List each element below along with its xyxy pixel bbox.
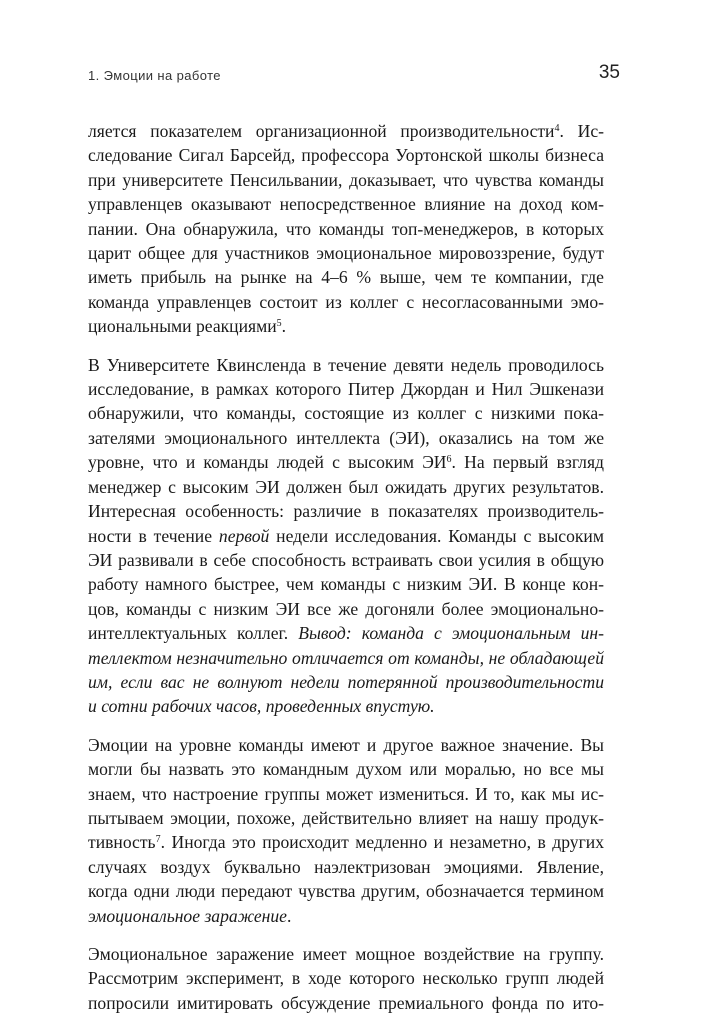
paragraph (88, 733, 604, 928)
paragraph (88, 353, 604, 719)
paragraph (88, 119, 604, 339)
paragraph (88, 942, 604, 1015)
text-line (88, 597, 604, 621)
body-text (88, 119, 604, 1015)
text-segment: цов, команды с низким ЭИ все же догоняли более эмоционально- (88, 598, 604, 619)
text-line (88, 314, 604, 338)
text-segment: . Ис- (559, 121, 604, 141)
text-segment: зателями эмоционального интеллекта (ЭИ), оказались на том же (88, 427, 604, 448)
text-line (88, 757, 604, 781)
text-line (88, 290, 604, 314)
text-segment: Интересная особенность: различие в показателях производитель- (88, 501, 604, 522)
paragraph-gap (88, 339, 604, 353)
text-line (88, 524, 604, 548)
text-segment: попросили имитировать обсуждение премиального фонда по ито- (88, 992, 604, 1013)
text-segment: тивность (88, 832, 156, 853)
text-segment: ляется показателем организационной производительности (88, 121, 555, 141)
text-segment: недели исследования. Команды с высоким (269, 525, 604, 546)
footnote-ref: 5 (276, 318, 282, 330)
text-segment: . (281, 316, 287, 337)
text-segment: Эмоции на уровне команды имеют и другое важное значение. Вы (88, 734, 604, 755)
text-line (88, 119, 604, 143)
text-segment: иметь прибыль на рынке на 4–6 % выше, чем те компании, где (88, 267, 604, 288)
text-segment: работу намного быстрее, чем команды с низким ЭИ. В конце кон- (88, 574, 604, 595)
text-segment: могли бы назвать это командным духом или моралью, но все мы (88, 759, 604, 780)
emphasis-text: им, если вас не волнуют недели потерянной производительности (88, 671, 604, 692)
emphasis-text: первой (218, 525, 270, 546)
text-segment: пытываем эмоции, похоже, действительно влияет на нашу продук- (88, 807, 604, 828)
text-line (88, 966, 604, 990)
footnote-ref: 4 (554, 123, 560, 134)
text-line (88, 694, 604, 718)
text-line (88, 879, 604, 903)
text-line (88, 991, 604, 1015)
text-line (88, 572, 604, 596)
emphasis-text: и сотни рабочих часов, проведенных впустую. (88, 696, 435, 717)
page-header (88, 62, 620, 92)
text-segment: . На первый взгляд (451, 452, 605, 473)
text-segment: Рассмотрим эксперимент, в ходе которого несколько групп людей (88, 968, 604, 989)
text-line (88, 670, 604, 694)
emphasis-text: эмоциональное заражение (88, 905, 287, 926)
text-segment: случаях воздух буквально наэлектризован эмоциями. Явление, (88, 856, 604, 877)
text-segment: Эмоциональное заражение имеет мощное воздействие на группу. (88, 944, 604, 964)
text-segment: исследование, в рамках которого Питер Джордан и Нил Эшкенази (88, 379, 604, 400)
text-segment: менеджер с высоким ЭИ должен был ожидать других результатов. (88, 476, 604, 497)
text-segment: циональными реакциями (88, 316, 277, 337)
footnote-ref: 6 (446, 454, 452, 466)
text-line (88, 782, 604, 806)
text-segment: команда управленцев состоит из коллег с несогласованными эмо- (88, 291, 604, 312)
text-segment: обнаружили, что команды, состоящие из коллег с низкими пока- (88, 403, 604, 424)
text-segment: . (286, 905, 292, 926)
text-line (88, 621, 604, 645)
text-segment: когда одни люди передают чувства другим, обозначается термином (88, 881, 604, 902)
text-line (88, 353, 604, 377)
text-segment: В Университете Квинсленда в течение девяти недель проводилось (88, 354, 604, 375)
text-line (88, 830, 604, 854)
text-line (88, 942, 604, 966)
footnote-ref: 7 (155, 834, 161, 846)
page-number: 35 (598, 62, 620, 83)
text-line (88, 241, 604, 265)
text-line (88, 904, 604, 928)
text-segment: интеллектуальных коллег. (88, 623, 299, 644)
text-segment: следование Сигал Барсейд, профессора Уортонской школы бизнеса (88, 145, 604, 166)
text-segment: при университете Пенсильвании, доказывает, что чувства команды (88, 169, 604, 190)
text-line (88, 426, 604, 450)
text-line (88, 733, 604, 757)
text-line (88, 475, 604, 499)
text-line (88, 265, 604, 289)
text-line (88, 401, 604, 425)
running-title: 1. Эмоции на работе (88, 68, 221, 83)
text-segment: пании. Она обнаружила, что команды топ-менеджеров, в которых (88, 218, 604, 239)
text-line (88, 450, 604, 474)
text-line (88, 548, 604, 572)
text-segment: знаем, что настроение группы может измениться. И то, как мы ис- (88, 783, 604, 804)
text-line (88, 646, 604, 670)
text-segment: управленцев оказывают непосредственное влияние на доход ком- (88, 194, 604, 215)
text-line (88, 192, 604, 216)
text-segment: уровне, что и команды людей с высоким ЭИ (88, 452, 447, 473)
text-line (88, 143, 604, 167)
text-line (88, 217, 604, 241)
text-segment: . Иногда это происходит медленно и незаметно, в других (160, 832, 604, 853)
text-line (88, 168, 604, 192)
text-line (88, 855, 604, 879)
text-line (88, 499, 604, 523)
text-segment: царит общее для участников эмоциональное мировоззрение, будут (88, 243, 604, 264)
text-segment: ности в течение (88, 525, 219, 546)
paragraph-gap (88, 928, 604, 942)
text-line (88, 377, 604, 401)
paragraph-gap (88, 719, 604, 733)
emphasis-text: теллектом незначительно отличается от команды, не обладающей (88, 647, 604, 668)
emphasis-text: Вывод: команда с эмоциональным ин- (298, 623, 604, 644)
text-line (88, 806, 604, 830)
text-segment: ЭИ развивали в себе способность встраивать свои усилия в общую (88, 549, 604, 570)
